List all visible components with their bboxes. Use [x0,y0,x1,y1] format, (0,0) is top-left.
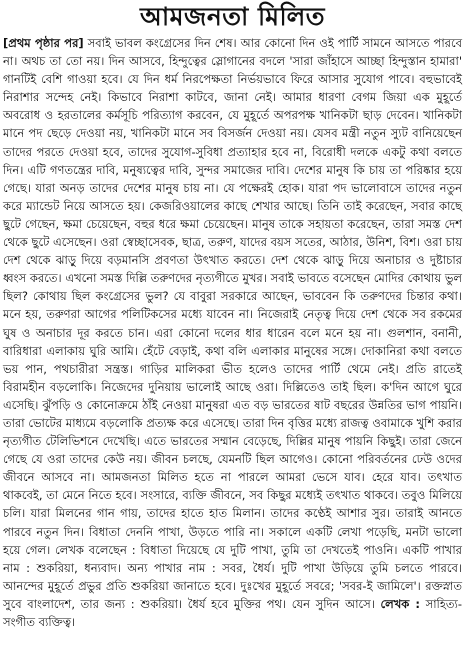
article-body-text: সবাই ভাবল কংগ্রেসের দিন শেষ। আর কোনো দিন ওই পার্টি সামনে আসতে পারবে না। অথচ তা তো নয়। দিন আসবে, হিন্দুত্বের স্লোগানের বদলে 'সারা জাঁহাসে আচ্ছা হিন্দুস্তান হামারা' গানটিই বেশি গাওয়া হবে। যে দিন ধর্ম নিরপেক্ষতা নির্ভয়ভাবে ফিরে আসার সুযোগ পাবে। বহুভাবেই নিরাশার সন্দেহ নেই। কিভাবে নিরাশা কাটবে, জানা নেই। আমার ধারণা বেগম জিয়া এক মুহূর্তে অবরোধ ও হরতালের কর্মসূচি পরিত্যাগ করবেন, যে মুহূর্তে অপরপক্ষ খানিকটা ছাড় দেবেন। খানিকটা মানে পদ ছেড়ে দেওয়া নয়, খানিকটা মানে সব বিসর্জন দেওয়া নয়। যেসব মন্ত্রী নতুন স্যুট বানিয়েছেন তাদের পরতে দেওয়া হবে, তাদের সুযোগ-সুবিধা প্রত্যাহার হবে না, বিরোধী দলকে একটু কথা বলতে দিন। এটি গণতন্ত্রের দাবি, মনুষ্যত্বের দাবি, সুন্দর সমাজের দাবি। দেশের মানুষ কি চায় তা পরিষ্কার হয়ে গেছে। যারা অনড় তাদের দেশের মানুষ চায় না। যে পক্ষেরই হোক। যারা পদ ভালোবাসে তাদের নতুন করে ম্যান্ডেট নিয়ে আসতে হয়। কেজরিওয়ালের কাছে শেখার আছে। তিনি তাই করেছেন, সবার কাছে ছুটে গেছেন, ক্ষমা চেয়েছেন, বহুর ধরে ক্ষমা চেয়েছেন। মানুষ তাকে সহায়তা করেছেন, তারা সমস্ত দেশ থেকে ছুটে এসেছেন। ওরা স্বেচ্ছাসেবক, ছাত্র, তরুণ, যাদের বয়স সতের, আঠার, উনিশ, বিশ। ওরা চায় দেশ থেকে ঝাড়ু দিয়ে বড়মানসি প্রবণতা উৎখাত করতে। দেশ থেকে ঝাড়ু দিয়ে অনাচার ও দুষ্টাচার ধ্বংস করতে। এখনো সমস্ত দিল্লি তরুণদের নৃত্যগীতে মুখর। সবাই ভাবতে বসেছেন মোদির কোথায় ভুল ছিল? কোথায় ছিল কংগ্রেসের ভুল? যে বাবুরা সরকারে আছেন, ভাববেন কি তরুণদের চিন্তার কথা। মনে হয়, তরুণরা আগের পলিটিকসের মধ্যে যাবেন না। নিজেরাই নেতৃত্ব দিয়ে দেশ থেকে সব রকমের ঘুষ ও অনাচার দূর করতে চান। এরা কোনো দলের ধার ধারেন বলে মনে হয় না। গুলশান, বনানী, বারিধারা এলাকায় ঘুরি আমি। হেঁটে বেড়াই, কথা বলি এলাকার মানুষের সঙ্গে। দোকানিরা কথা বলতে ভয় পান, পথচারীরা সন্ত্রস্ত। গাড়ির মালিকরা ভীত হলেও তাদের পার্টি থেমে নেই। প্রতি রাতেই বিরামহীন বড়লোকি। নিজেদের দুনিয়ায় ভালোই আছে ওরা। দিল্লিতেও তাই ছিল। ক'দিন আগে ঘুরে এসেছি। ঝুঁপড়ি ও কোনোক্রমে ঠাঁই নেওয়া মানুষরা এত বড় ভারতের ষাট বছরের উন্নতির ভাগ পায়নি। তারা ভোটের মাধ্যমে বড়লোকি প্রত্যক্ষ করে এসেছে। তারা দিন বৃত্তির মধ্যে রাজত্ব ওবামাকে খুশি করার নৃত্যগীত টেলিভিশনে দেখেছি। এতে ভারতের সম্মান বেড়েছে, দিল্লির মানুষ পায়নি কিছুই। তারা জেনে গেছে যে ওরা তাদের কেউ নয়। জীবন চলছে, যেমনটি ছিল আগেও। কোনো পরিবর্তনের ঢেউ ওদের জীবনে আসবে না। আমজনতা মিলিত হতে না পারলে আমরা ভেসে যাব। হেরে যাব। তৎখাত থাকবেই, তা মেনে নিতে হবে। সংসারে, ব্যক্তি জীবনে, সব কিছুর মধ্যেই তৎখাত থাকবে। তবুও মিলিয়ে চলি। যারা মিলনের গান গায়, তাদের হাতে হাত মিলান। তাদের কণ্ঠেই আশার সুর। তারাই আনতে পারবে নতুন দিন। বিধাতা দেননি পাখা, উড়তে পারি না। সকালে একটি লেখা পড়েছি, মনটা ভালো হয়ে গেল। লেখক বলেছেন : বিধাতা দিয়েছে যে দুটি পাখা, তুমি তা দেখতেই পাওনি। একটি পাখার নাম : শুকরিয়া, ধন্যবাদ। অন্য পাখার নাম : সবর, ধৈর্য। দুটি পাখা উড়িয়ে তুমি চলতে পারবে। আনন্দের মুহূর্তে প্রভুর প্রতি শুকরিয়া জানাতে হবে। দুঃখের মুহূর্তে সবরে; 'সবর-ই জামিলে'। রক্তস্নাত সুবে বাংলাদেশ, তার জন্য : শুকরিয়া। ধৈর্য হবে মুক্তির পথ। যেন সুদিন আসে। [3,36,463,611]
author-description: সাহিত্য-সংগীত ব্যক্তিত্ব। [3,596,462,629]
article-body [3,34,462,631]
article-title: আমজনতা মিলিত [139,2,326,31]
author-label: লেখক : [380,596,420,611]
continued-label: [প্রথম পৃষ্ঠার পর] [3,36,84,50]
